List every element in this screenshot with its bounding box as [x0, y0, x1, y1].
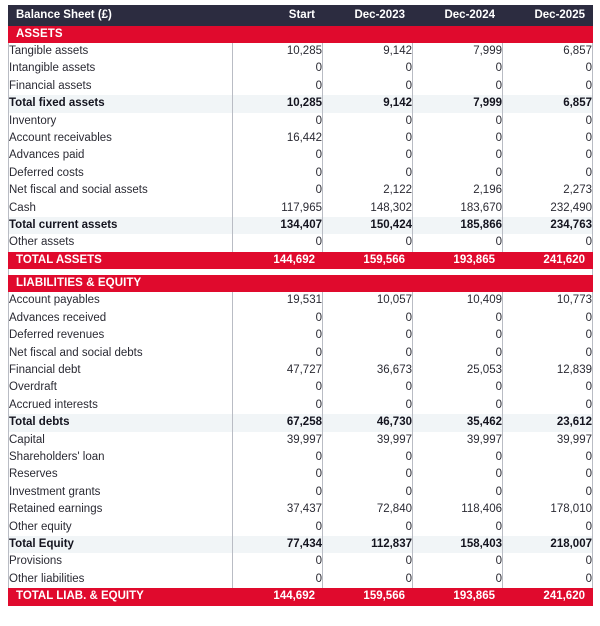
row-label: Total fixed assets: [9, 95, 233, 112]
row-value-dec-2024: 39,997: [413, 432, 503, 449]
row-value-dec-2025: 0: [503, 397, 593, 414]
row-value-dec-2023: 0: [323, 484, 413, 501]
row-value-dec-2023: 9,142: [323, 43, 413, 60]
table-row: [9, 345, 593, 362]
row-value-start: 0: [233, 519, 323, 536]
row-value-dec-2025: 0: [503, 130, 593, 147]
row-value-dec-2025: 6,857: [503, 95, 593, 112]
row-value-dec-2023: 0: [323, 113, 413, 130]
row-value-start: [233, 275, 323, 292]
row-value-start: 144,692: [233, 252, 323, 269]
table-row: [9, 130, 593, 147]
row-value-dec-2025: 234,763: [503, 217, 593, 234]
row-value-dec-2025: 0: [503, 113, 593, 130]
column-header-start: Start: [233, 5, 323, 26]
row-value-start: [233, 26, 323, 43]
row-label: Investment grants: [9, 484, 233, 501]
section-header-row: [9, 275, 593, 292]
row-value-dec-2025: 2,273: [503, 182, 593, 199]
row-label: Financial assets: [9, 78, 233, 95]
row-value-dec-2023: 9,142: [323, 95, 413, 112]
column-header-dec-2024: Dec-2024: [413, 5, 503, 26]
row-value-dec-2025: 0: [503, 60, 593, 77]
row-value-dec-2023: 2,122: [323, 182, 413, 199]
row-label: Accrued interests: [9, 397, 233, 414]
row-value-dec-2025: 10,773: [503, 292, 593, 309]
row-value-dec-2025: 0: [503, 519, 593, 536]
row-value-dec-2024: 183,670: [413, 200, 503, 217]
row-value-dec-2024: 0: [413, 484, 503, 501]
row-label: Inventory: [9, 113, 233, 130]
subtotal-row: [9, 414, 593, 431]
row-value-start: 37,437: [233, 501, 323, 518]
table-row: [9, 553, 593, 570]
row-value-start: 0: [233, 449, 323, 466]
row-value-dec-2023: 0: [323, 234, 413, 251]
row-value-dec-2023: 0: [323, 310, 413, 327]
row-label: Financial debt: [9, 362, 233, 379]
row-value-start: 0: [233, 147, 323, 164]
table-row: [9, 292, 593, 309]
row-value-start: 0: [233, 571, 323, 588]
row-value-dec-2023: 0: [323, 519, 413, 536]
table-row: [9, 484, 593, 501]
row-value-dec-2023: 10,057: [323, 292, 413, 309]
table-row: [9, 200, 593, 217]
row-value-dec-2023: 0: [323, 147, 413, 164]
row-value-dec-2025: 0: [503, 147, 593, 164]
row-value-dec-2023: 0: [323, 571, 413, 588]
row-label: Intangible assets: [9, 60, 233, 77]
row-value-dec-2024: 0: [413, 466, 503, 483]
row-value-dec-2025: 39,997: [503, 432, 593, 449]
section-total-row: [9, 252, 593, 269]
row-label: Capital: [9, 432, 233, 449]
table-row: [9, 113, 593, 130]
table-row: [9, 165, 593, 182]
row-value-dec-2024: 193,865: [413, 252, 503, 269]
row-value-dec-2024: 10,409: [413, 292, 503, 309]
row-value-dec-2025: 0: [503, 234, 593, 251]
row-value-start: 117,965: [233, 200, 323, 217]
row-value-start: 77,434: [233, 536, 323, 553]
row-label: ASSETS: [9, 26, 233, 43]
header-row: [9, 5, 593, 26]
row-value-dec-2023: 0: [323, 379, 413, 396]
row-value-dec-2023: 112,837: [323, 536, 413, 553]
balance-sheet-container: [8, 5, 592, 606]
row-value-start: 0: [233, 345, 323, 362]
row-value-dec-2024: 0: [413, 234, 503, 251]
row-value-dec-2024: 0: [413, 571, 503, 588]
row-value-dec-2024: 0: [413, 345, 503, 362]
table-row: [9, 397, 593, 414]
row-value-dec-2023: 150,424: [323, 217, 413, 234]
section-total-row: [9, 588, 593, 605]
row-value-dec-2024: 0: [413, 78, 503, 95]
table-row: [9, 519, 593, 536]
row-value-start: 0: [233, 397, 323, 414]
row-value-dec-2025: 0: [503, 327, 593, 344]
row-label: TOTAL ASSETS: [9, 252, 233, 269]
row-value-dec-2023: 0: [323, 449, 413, 466]
table-row: [9, 379, 593, 396]
row-label: TOTAL LIAB. & EQUITY: [9, 588, 233, 605]
row-value-dec-2024: 0: [413, 130, 503, 147]
row-value-start: 19,531: [233, 292, 323, 309]
row-value-dec-2025: [503, 26, 593, 43]
column-header-title: Balance Sheet (£): [9, 5, 233, 26]
row-value-dec-2023: 0: [323, 327, 413, 344]
row-value-start: 0: [233, 78, 323, 95]
row-value-start: 0: [233, 553, 323, 570]
row-value-start: 134,407: [233, 217, 323, 234]
row-label: LIABILITIES & EQUITY: [9, 275, 233, 292]
row-value-start: 10,285: [233, 43, 323, 60]
row-value-start: 67,258: [233, 414, 323, 431]
row-value-dec-2024: 0: [413, 113, 503, 130]
row-value-dec-2024: 0: [413, 310, 503, 327]
row-value-start: 0: [233, 234, 323, 251]
row-label: Shareholders' loan: [9, 449, 233, 466]
row-value-dec-2024: 25,053: [413, 362, 503, 379]
table-row: [9, 571, 593, 588]
row-value-dec-2023: 0: [323, 397, 413, 414]
table-row: [9, 466, 593, 483]
table-row: [9, 501, 593, 518]
row-label: Cash: [9, 200, 233, 217]
row-value-dec-2025: 23,612: [503, 414, 593, 431]
row-value-dec-2024: 0: [413, 379, 503, 396]
row-label: Reserves: [9, 466, 233, 483]
row-value-dec-2024: 158,403: [413, 536, 503, 553]
row-label: Deferred costs: [9, 165, 233, 182]
row-value-dec-2023: [323, 275, 413, 292]
row-value-dec-2023: 0: [323, 165, 413, 182]
row-value-dec-2025: 0: [503, 345, 593, 362]
row-value-dec-2023: 159,566: [323, 588, 413, 605]
row-value-dec-2024: 7,999: [413, 43, 503, 60]
row-value-start: 0: [233, 310, 323, 327]
row-label: Tangible assets: [9, 43, 233, 60]
row-value-dec-2024: 0: [413, 519, 503, 536]
row-value-dec-2024: 0: [413, 327, 503, 344]
table-header: [9, 5, 593, 26]
row-value-dec-2025: 0: [503, 379, 593, 396]
row-label: Retained earnings: [9, 501, 233, 518]
row-value-start: 0: [233, 165, 323, 182]
row-value-dec-2023: 46,730: [323, 414, 413, 431]
row-label: Overdraft: [9, 379, 233, 396]
row-value-start: 10,285: [233, 95, 323, 112]
row-value-dec-2023: 72,840: [323, 501, 413, 518]
row-value-start: 0: [233, 327, 323, 344]
row-value-dec-2024: 0: [413, 147, 503, 164]
row-value-dec-2024: 185,866: [413, 217, 503, 234]
row-value-dec-2025: 0: [503, 466, 593, 483]
row-label: Deferred revenues: [9, 327, 233, 344]
row-value-start: 0: [233, 466, 323, 483]
row-label: Provisions: [9, 553, 233, 570]
row-label: Other liabilities: [9, 571, 233, 588]
row-value-dec-2023: 0: [323, 78, 413, 95]
row-value-dec-2025: 12,839: [503, 362, 593, 379]
row-label: Other assets: [9, 234, 233, 251]
row-value-dec-2024: 35,462: [413, 414, 503, 431]
row-value-dec-2025: 232,490: [503, 200, 593, 217]
row-value-dec-2023: 148,302: [323, 200, 413, 217]
row-value-dec-2025: 0: [503, 484, 593, 501]
column-header-dec-2025: Dec-2025: [503, 5, 593, 26]
row-value-dec-2025: 0: [503, 571, 593, 588]
row-value-dec-2024: 7,999: [413, 95, 503, 112]
row-value-dec-2023: 0: [323, 466, 413, 483]
table-row: [9, 327, 593, 344]
row-value-dec-2025: 241,620: [503, 588, 593, 605]
table-row: [9, 449, 593, 466]
row-value-dec-2025: 0: [503, 165, 593, 182]
row-value-dec-2025: 0: [503, 310, 593, 327]
row-value-start: 0: [233, 113, 323, 130]
row-value-dec-2024: [413, 275, 503, 292]
row-value-dec-2023: 0: [323, 345, 413, 362]
table-row: [9, 60, 593, 77]
row-value-dec-2024: 118,406: [413, 501, 503, 518]
row-label: Total Equity: [9, 536, 233, 553]
row-value-dec-2024: 0: [413, 449, 503, 466]
row-label: Total debts: [9, 414, 233, 431]
subtotal-row: [9, 95, 593, 112]
row-value-dec-2025: 0: [503, 78, 593, 95]
row-label: Net fiscal and social debts: [9, 345, 233, 362]
balance-sheet-table: [8, 5, 593, 606]
row-label: Advances received: [9, 310, 233, 327]
column-header-dec-2023: Dec-2023: [323, 5, 413, 26]
row-value-dec-2025: 0: [503, 553, 593, 570]
row-value-start: 0: [233, 379, 323, 396]
row-value-dec-2025: 6,857: [503, 43, 593, 60]
table-row: [9, 310, 593, 327]
row-value-dec-2024: 0: [413, 165, 503, 182]
row-label: Advances paid: [9, 147, 233, 164]
table-body: [9, 26, 593, 606]
row-value-dec-2023: 159,566: [323, 252, 413, 269]
row-value-dec-2025: 178,010: [503, 501, 593, 518]
table-row: [9, 234, 593, 251]
row-value-start: 0: [233, 182, 323, 199]
table-row: [9, 78, 593, 95]
row-value-dec-2023: [323, 26, 413, 43]
row-value-dec-2025: 241,620: [503, 252, 593, 269]
row-value-dec-2023: 36,673: [323, 362, 413, 379]
row-label: Other equity: [9, 519, 233, 536]
row-value-dec-2024: 193,865: [413, 588, 503, 605]
row-value-dec-2025: 0: [503, 449, 593, 466]
row-label: Net fiscal and social assets: [9, 182, 233, 199]
section-header-row: [9, 26, 593, 43]
row-label: Account payables: [9, 292, 233, 309]
row-value-dec-2024: [413, 26, 503, 43]
row-value-dec-2025: 218,007: [503, 536, 593, 553]
table-row: [9, 182, 593, 199]
row-value-dec-2023: 0: [323, 130, 413, 147]
table-row: [9, 362, 593, 379]
table-row: [9, 147, 593, 164]
row-value-start: 0: [233, 484, 323, 501]
row-value-start: 39,997: [233, 432, 323, 449]
row-value-dec-2024: 0: [413, 397, 503, 414]
subtotal-row: [9, 536, 593, 553]
row-value-start: 0: [233, 60, 323, 77]
row-value-dec-2024: 0: [413, 60, 503, 77]
row-value-start: 47,727: [233, 362, 323, 379]
row-value-dec-2024: 2,196: [413, 182, 503, 199]
row-label: Total current assets: [9, 217, 233, 234]
row-value-start: 144,692: [233, 588, 323, 605]
row-value-dec-2023: 0: [323, 553, 413, 570]
table-row: [9, 432, 593, 449]
subtotal-row: [9, 217, 593, 234]
row-label: Account receivables: [9, 130, 233, 147]
row-value-dec-2024: 0: [413, 553, 503, 570]
row-value-dec-2023: 0: [323, 60, 413, 77]
row-value-dec-2023: 39,997: [323, 432, 413, 449]
row-value-dec-2025: [503, 275, 593, 292]
table-row: [9, 43, 593, 60]
row-value-start: 16,442: [233, 130, 323, 147]
